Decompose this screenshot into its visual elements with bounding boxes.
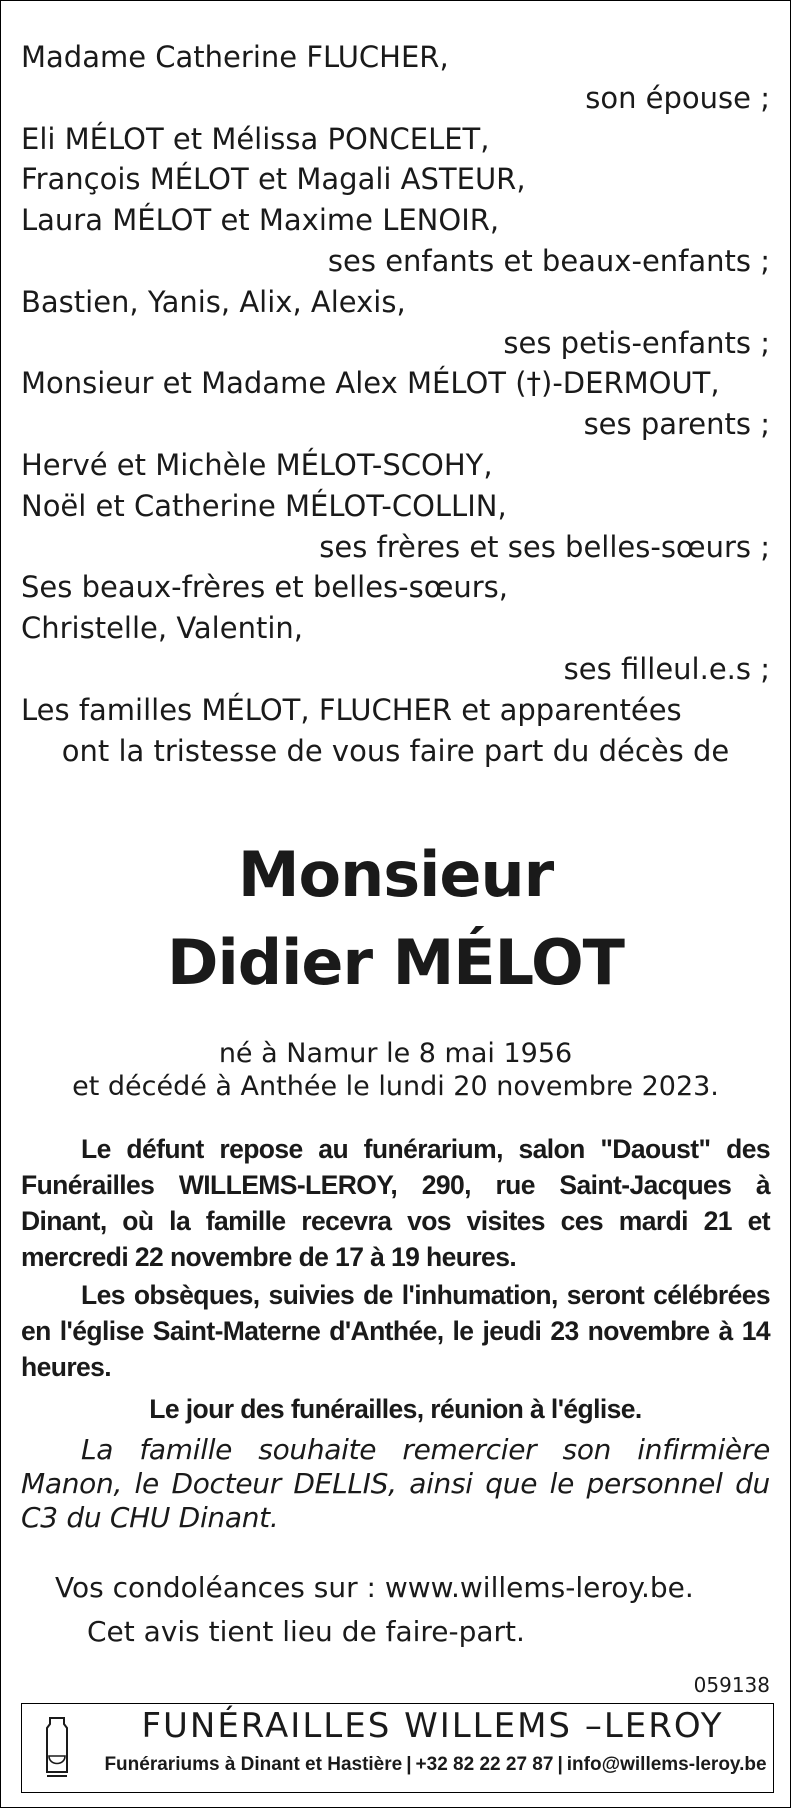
deceased-title: Monsieur: [237, 838, 554, 911]
separator: |: [557, 1754, 563, 1775]
relation-label: son épouse ;: [585, 80, 770, 115]
family-list: [21, 37, 770, 771]
death-line: et décédé à Anthée le lundi 20 novembre 2023.: [72, 1071, 719, 1102]
wake-paragraph: Le défunt repose au funérarium, salon "Daoust" des Funérailles WILLEMS-LEROY, 290, rue Saint-Jacques à Dinant, où la famille recevra vos visites ces mardi 21 et mercredi 22 novembre de 17 à 19 heures.: [21, 1134, 770, 1272]
family-member-line: Christelle, Valentin,: [21, 611, 303, 646]
family-member-line: Hervé et Michèle MÉLOT-SCOHY,: [21, 447, 493, 482]
family-member-line: Ses beaux-frères et belles-sœurs,: [21, 570, 509, 605]
phone-text[interactable]: +32 82 22 27 87: [415, 1754, 554, 1775]
birth-line: né à Namur le 8 mai 1956: [218, 1038, 573, 1069]
announcement-line: ont la tristesse de vous faire part du décès de: [61, 733, 730, 768]
family-member-line: Eli MÉLOT et Mélissa PONCELET,: [21, 121, 490, 156]
funeral-paragraph: Les obsèques, suivies de l'inhumation, seront célébrées en l'église Saint-Materne d'Anthée, le jeudi 23 novembre à 14 heures.: [21, 1280, 770, 1382]
relation-label: ses petis-enfants ;: [503, 325, 770, 360]
locations-text: Funérariums à Dinant et Hastière: [104, 1754, 403, 1775]
relation-label: ses enfants et beaux-enfants ;: [327, 243, 770, 278]
practical-info: [21, 1131, 770, 1535]
dates-block: [21, 1037, 770, 1103]
family-member-line: Bastien, Yanis, Alix, Alexis,: [21, 284, 406, 319]
thanks-paragraph: La famille souhaite remercier son infirmière Manon, le Docteur DELLIS, ainsi que le personnel du C3 du CHU Dinant.: [21, 1433, 770, 1534]
reference-number: 059138: [693, 1673, 770, 1697]
deceased-name: Didier MÉLOT: [167, 926, 624, 999]
brand-name: FUNÉRAILLES WILLEMS –LEROY: [141, 1706, 724, 1746]
family-member-line: Laura MÉLOT et Maxime LENOIR,: [21, 203, 500, 238]
relation-label: ses frères et ses belles-sœurs ;: [319, 529, 770, 564]
relation-label: ses parents ;: [583, 407, 770, 442]
family-member-line: Noël et Catherine MÉLOT-COLLIN,: [21, 488, 507, 523]
urn-icon: [40, 1714, 74, 1780]
family-member-line: Monsieur et Madame Alex MÉLOT (†)-DERMOUT,: [21, 366, 720, 401]
separator: |: [406, 1754, 412, 1775]
funeral-home-footer: [21, 1703, 774, 1793]
meeting-paragraph: Le jour des funérailles, réunion à l'église.: [149, 1394, 642, 1424]
notice-line: Cet avis tient lieu de faire-part.: [87, 1615, 525, 1648]
deceased-name-block: [1, 831, 790, 1007]
email-text[interactable]: info@willems-leroy.be: [566, 1754, 767, 1775]
contact-line: [102, 1754, 769, 1776]
condolences-block: [21, 1571, 770, 1649]
family-member-line: Madame Catherine FLUCHER,: [21, 40, 449, 74]
family-member-line: Les familles MÉLOT, FLUCHER et apparentées: [21, 692, 682, 727]
family-member-line: François MÉLOT et Magali ASTEUR,: [21, 162, 526, 197]
condolences-line[interactable]: Vos condoléances sur : www.willems-leroy.be.: [55, 1571, 694, 1604]
relation-label: ses filleul.e.s ;: [563, 651, 770, 686]
